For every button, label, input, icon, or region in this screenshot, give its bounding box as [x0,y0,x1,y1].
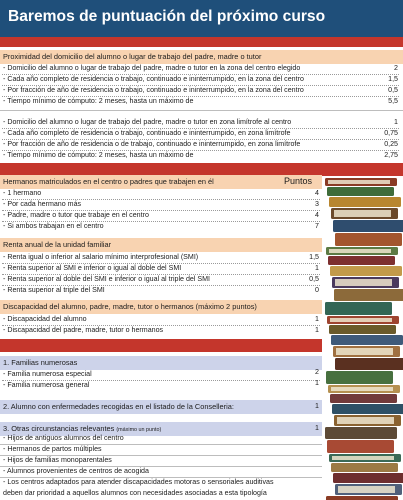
section-domicilio-header: Proximidad del domicilio del alumno o lugar de trabajo del padre, madre o tutor [0,50,403,64]
otras-row-1: - Hijos de antiguos alumnos del centro [3,434,124,442]
section-renta-header: Renta anual de la unidad familiar [0,238,322,252]
limitrofe-value-3: 0,25 [384,140,398,148]
discapacidad-row-2: - Discapacidad del padre, madre, tutor o hermanos [3,326,164,334]
renta-row-2: - Renta superior al SMI e inferior o igual al doble del SMI [3,264,182,272]
otras-note: (máximo un punto) [116,427,162,433]
familias-row-1: - Familia numerosa especial [3,370,92,378]
hermanos-row-3: - Padre, madre o tutor que trabaje en el centro [3,211,149,219]
section-familias-header: 1. Familias numerosas [0,356,322,370]
familias-value-2: 1 [315,379,319,387]
hermanos-row-4: - Si ambos trabajan en el centro [3,222,104,230]
familias-value-1: 2 [315,368,319,376]
domicilio-row-1: - Domicilio del alumno o lugar de trabajo del padre, madre o tutor en la zona del centro elegido [3,64,301,72]
otras-title: 3. Otras circunstancias relevantes [3,424,115,433]
domicilio-value-4: 5,5 [388,97,398,105]
separator-line [0,110,403,111]
domicilio-row-3: - Por fracción de año de residencia o trabajo, continuado e ininterrumpido, en la zona del centro [3,86,304,94]
renta-row-3: - Renta superior al doble del SMI e inferior o igual al triple del SMI [3,275,211,283]
limitrofe-row-1: - Domicilio del alumno o lugar de trabajo del padre, madre o tutor en zona limítrofe al centro [3,118,292,126]
otras-row-3: - Hijos de familias monoparentales [3,456,112,464]
domicilio-row-2: - Cada año completo de residencia o trabajo, continuado e ininterrumpido, en la zona del centro [3,75,304,83]
renta-value-4: 0 [315,286,319,294]
hermanos-row-2: - Por cada hermano más [3,200,82,208]
limitrofe-row-3: - Por fracción de año de residencia o de trabajo, continuado e ininterrumpido, en zona limítrofe [3,140,301,148]
otras-row-4: - Alumnos provenientes de centros de acogida [3,467,149,475]
domicilio-value-2: 1,5 [388,75,398,83]
domicilio-value-1: 2 [394,64,398,72]
otras-row-6: deben dar prioridad a aquellos alumnos con necesidades asociadas a esta tipología [3,489,267,497]
hermanos-title: Hermanos matriculados en el centro o padres que trabajen en él [3,177,214,186]
renta-value-3: 0,5 [309,275,319,283]
books-stack-image [325,178,403,500]
domicilio-value-3: 0,5 [388,86,398,94]
limitrofe-row-4: - Tiempo mínimo de cómputo: 2 meses, hasta un máximo de [3,151,194,159]
limitrofe-value-2: 0,75 [384,129,398,137]
domicilio-row-4: - Tiempo mínimo de cómputo: 2 meses, hasta un máximo de [3,97,194,105]
section-discapacidad-header: Discapacidad del alumno, padre, madre, tutor o hermanos (máximo 2 puntos) [0,300,322,314]
otras-row-2: - Hermanos de partos múltiples [3,445,102,453]
limitrofe-value-4: 2,75 [384,151,398,159]
red-divider [0,37,403,47]
hermanos-value-4: 7 [315,222,319,230]
discapacidad-row-1: - Discapacidad del alumno [3,315,87,323]
section-enfermedades-header: 2. Alumno con enfermedades recogidas en el listado de la Conselleria: [0,400,322,414]
renta-row-1: - Renta igual o inferior al salario mínimo interprofesional (SMI) [3,253,199,261]
hermanos-value-2: 3 [315,200,319,208]
renta-row-4: - Renta superior al triple del SMI [3,286,105,294]
hermanos-value-1: 4 [315,189,319,197]
enfermedades-value: 1 [315,402,319,410]
points-label: Puntos [284,176,313,186]
hermanos-row-1: - 1 hermano [3,189,42,197]
familias-row-2: - Familia numerosa general [3,381,90,389]
red-divider [0,339,322,352]
renta-value-1: 1,5 [309,253,319,261]
books-illustration [325,178,403,500]
hermanos-value-3: 4 [315,211,319,219]
limitrofe-row-2: - Cada año completo de residencia o trabajo, continuado e ininterrumpido, en zona limítrofe [3,129,291,137]
section-hermanos-header [0,175,322,189]
page-title: Baremos de puntuación del próximo curso [8,8,326,25]
renta-value-2: 1 [315,264,319,272]
otras-row-5: - Los centros adaptados para atender discapacidades motoras o sensoriales auditivas [3,478,274,486]
otras-value: 1 [315,424,319,432]
limitrofe-value-1: 1 [394,118,398,126]
title-bar [0,0,403,37]
discapacidad-value-2: 1 [315,326,319,334]
discapacidad-value-1: 1 [315,315,319,323]
